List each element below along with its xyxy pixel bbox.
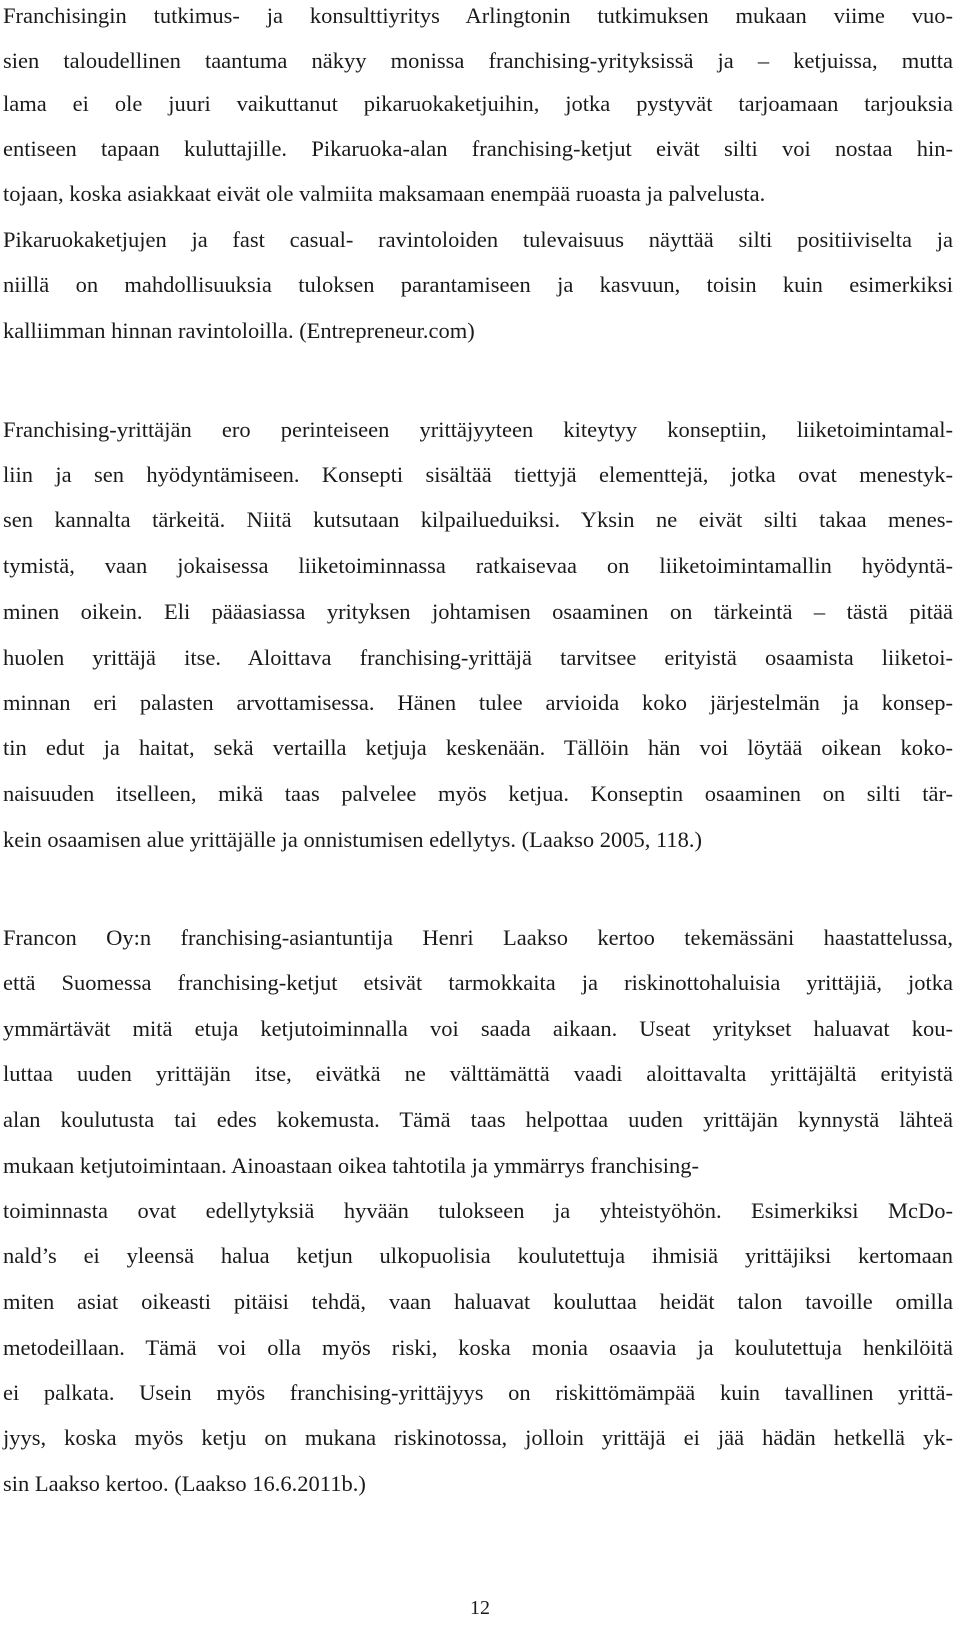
text-line: metodeillaan. Tämä voi olla myös riski, koska monia osaavia ja koulutettuja henkilöitä: [3, 1335, 953, 1360]
text-line: sen kannalta tärkeitä. Niitä kutsutaan kilpailueduiksi. Yksin ne eivät silti takaa menes-: [3, 507, 953, 532]
text-line: tojaan, koska asiakkaat eivät ole valmiita maksamaan enempää ruoasta ja palvelusta.: [3, 181, 766, 206]
text-line: Pikaruokaketjujen ja fast casual- ravintoloiden tulevaisuus näyttää silti positiiviselta ja: [3, 227, 953, 252]
text-line: että Suomessa franchising-ketjut etsivät tarmokkaita ja riskinottohaluisia yrittäjiä, jotka: [3, 970, 953, 995]
text-line: mukaan ketjutoimintaan. Ainoastaan oikea tahtotila ja ymmärrys franchising-: [3, 1153, 700, 1178]
text-line: lama ei ole juuri vaikuttanut pikaruokaketjuihin, jotka pystyvät tarjoamaan tarjouksia: [3, 91, 953, 116]
page-number: 12: [470, 1597, 490, 1619]
text-line: ei palkata. Usein myös franchising-yrittäjyys on riskittömämpää kuin tavallinen yrittä-: [3, 1380, 953, 1405]
text-line: minnan eri palasten arvottamisessa. Hänen tulee arvioida koko järjestelmän ja konsep-: [3, 690, 953, 715]
text-line: entiseen tapaan kuluttajille. Pikaruoka-alan franchising-ketjut eivät silti voi nostaa hin-: [3, 136, 953, 161]
text-line: sin Laakso kertoo. (Laakso 16.6.2011b.): [3, 1471, 366, 1496]
text-line: Franchisingin tutkimus- ja konsulttiyritys Arlingtonin tutkimuksen mukaan viime vuo-: [3, 3, 953, 28]
text-line: tin edut ja haitat, sekä vertailla ketjuja keskenään. Tällöin hän voi löytää oikean koko-: [3, 735, 953, 760]
text-line: luttaa uuden yrittäjän itse, eivätkä ne välttämättä vaadi aloittavalta yrittäjältä erityistä: [3, 1061, 953, 1086]
text-line: sien taloudellinen taantuma näkyy monissa franchising-yrityksissä ja – ketjuissa, mutta: [3, 48, 953, 73]
text-line: Francon Oy:n franchising-asiantuntija Henri Laakso kertoo tekemässäni haastattelussa,: [3, 925, 953, 950]
text-line: nald’s ei yleensä halua ketjun ulkopuolisia koulutettuja ihmisiä yrittäjiksi kertomaan: [3, 1243, 953, 1268]
text-line: huolen yrittäjä itse. Aloittava franchising-yrittäjä tarvitsee erityistä osaamista liiketoi-: [3, 645, 953, 670]
text-line: kein osaamisen alue yrittäjälle ja onnistumisen edellytys. (Laakso 2005, 118.): [3, 827, 702, 852]
text-line: ymmärtävät mitä etuja ketjutoiminnalla voi saada aikaan. Useat yritykset haluavat kou-: [3, 1016, 953, 1041]
text-line: miten asiat oikeasti pitäisi tehdä, vaan haluavat kouluttaa heidät talon tavoille omilla: [3, 1289, 953, 1314]
text-line: naisuuden itselleen, mikä taas palvelee myös ketjua. Konseptin osaaminen on silti tär-: [3, 781, 953, 806]
text-line: tymistä, vaan jokaisessa liiketoiminnassa ratkaisevaa on liiketoimintamallin hyödyntä-: [3, 553, 953, 578]
text-line: minen oikein. Eli pääasiassa yrityksen johtamisen osaaminen on tärkeintä – tästä pitää: [3, 599, 953, 624]
text-line: jyys, koska myös ketju on mukana riskinotossa, jolloin yrittäjä ei jää hädän hetkellä yk-: [3, 1425, 953, 1450]
text-line: liin ja sen hyödyntämiseen. Konsepti sisältää tiettyjä elementtejä, jotka ovat menestyk-: [3, 462, 953, 487]
text-line: alan koulutusta tai edes kokemusta. Tämä taas helpottaa uuden yrittäjän kynnystä lähteä: [3, 1107, 953, 1132]
text-line: Franchising-yrittäjän ero perinteiseen yrittäjyyteen kiteytyy konseptiin, liiketoimintamal-: [3, 417, 953, 442]
text-line: toiminnasta ovat edellytyksiä hyvään tulokseen ja yhteistyöhön. Esimerkiksi McDo-: [3, 1198, 953, 1223]
text-line: niillä on mahdollisuuksia tuloksen parantamiseen ja kasvuun, toisin kuin esimerkiksi: [3, 272, 953, 297]
text-line: kalliimman hinnan ravintoloilla. (Entrepreneur.com): [3, 318, 475, 343]
